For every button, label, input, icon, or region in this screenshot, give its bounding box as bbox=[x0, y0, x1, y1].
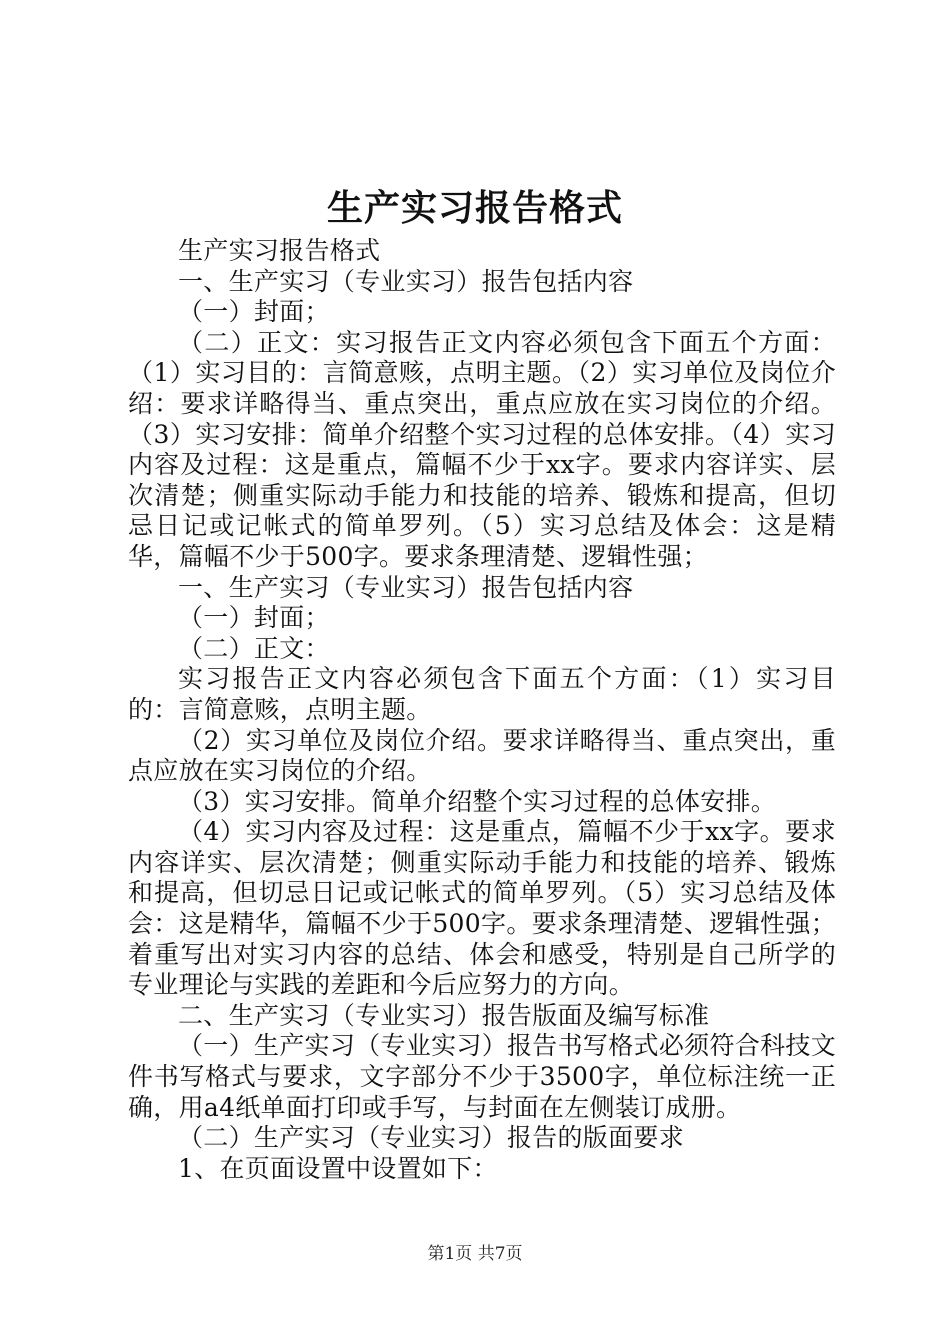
paragraph: （2）实习单位及岗位介绍。要求详略得当、重点突出，重点应放在实习岗位的介绍。 bbox=[128, 725, 836, 786]
page-footer: 第1页 共7页 bbox=[427, 1244, 523, 1264]
paragraph: 一、生产实习（专业实习）报告包括内容 bbox=[178, 572, 634, 602]
paragraph: （二）生产实习（专业实习）报告的版面要求 bbox=[178, 1123, 685, 1153]
paragraph: （一）生产实习（专业实习）报告书写格式必须符合科技文件书写格式与要求，文字部分不少于3500字，单位标注统一正确，用a4纸单面打印或手写，与封面在左侧装订成册。 bbox=[128, 1031, 836, 1122]
paragraph: 1、在页面设置中设置如下： bbox=[178, 1153, 498, 1183]
paragraph: （一）封面； bbox=[178, 603, 330, 633]
paragraph: 一、生产实习（专业实习）报告包括内容 bbox=[178, 266, 634, 296]
paragraph: 二、生产实习（专业实习）报告版面及编写标准 bbox=[178, 1000, 710, 1030]
paragraph: 实习报告正文内容必须包含下面五个方面：（1）实习目的：言简意赅，点明主题。 bbox=[128, 664, 836, 724]
document-title: 生产实习报告格式 bbox=[326, 187, 623, 229]
document-body bbox=[128, 236, 836, 1184]
paragraph: （4）实习内容及过程：这是重点，篇幅不少于xx字。要求内容详实、层次清楚；侧重实际动手能力和技能的培养、锻炼和提高，但切忌日记或记帐式的简单罗列。（5）实习总结及体会：这是精华，篇幅不少于500字。要求条理清楚、逻辑性强；着重写出对实习内容的总结、体会和感受，特别是自己所学的专业理论与实践的差距和今后应努力的方向。 bbox=[128, 817, 836, 1000]
paragraph: 生产实习报告格式 bbox=[178, 236, 381, 265]
paragraph: （一）封面； bbox=[178, 297, 330, 327]
paragraph: （3）实习安排。简单介绍整个实习过程的总体安排。 bbox=[178, 786, 777, 816]
paragraph: （二）正文：实习报告正文内容必须包含下面五个方面：（1）实习目的：言简意赅，点明主题。（2）实习单位及岗位介绍：要求详略得当、重点突出，重点应放在实习岗位的介绍。（3）实习安排：简单介绍整个实习过程的总体安排。（4）实习内容及过程：这是重点，篇幅不少于xx字。要求内容详实、层次清楚；侧重实际动手能力和技能的培养、锻炼和提高，但切忌日记或记帐式的简单罗列。（5）实习总结及体会：这是精华，篇幅不少于500字。要求条理清楚、逻辑性强； bbox=[128, 327, 836, 571]
paragraph: （二）正文： bbox=[178, 633, 330, 663]
